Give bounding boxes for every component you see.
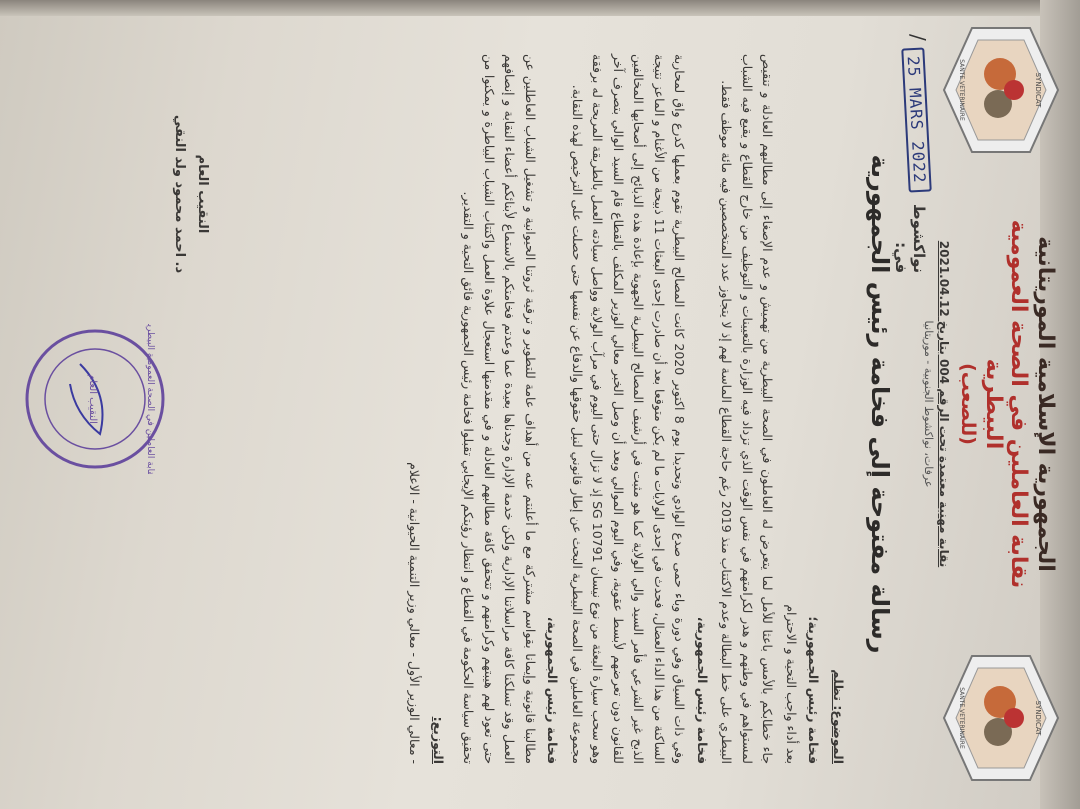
signatory-role: النقيب العام — [195, 154, 210, 234]
registration-line: نقابة مهنية معتمدة تحت الرقم 004 بتاريخ 2021.04.12 — [937, 240, 951, 568]
address-line: عرفات، نواكشوط الجنوبية - موريتانيا — [922, 320, 935, 488]
paragraph-2: جاء خطابكم بالأمس باعثا للأمل لما يتعرض له العاملون في الصحة البيطرية من تهميش و عدم الإصغاء إلى مطالبهم العادلة و تنقيص لمستواهم في وطنهم و هدر لكرامتهم في نفس الوقت الذي تزداد فيه الوزارة بالتعيينات و التوظيف من خارج القطاع و يقبع فيه الشباب البيطري على خط البطالة وعدم الاكتتاب منذ 2019 رغم حاجة القطاع الماسة لهم إذ لا يتجاوز عدد المتخصصين فيه مائة موظف فقط. — [719, 54, 776, 764]
signatory-name: د. احمد محمود ولد النقي — [172, 114, 187, 274]
logo-top-text-2: SYNDICAT — [1034, 700, 1042, 736]
distribution-label: التوزيع: — [431, 716, 446, 764]
logo-bottom-text: SANTE VETERINAIRE — [958, 59, 965, 121]
letter-body — [401, 54, 848, 764]
union-logo-left — [942, 652, 1060, 784]
paragraph-4: مطالبنا قانونية وإيمانا بقواسم مشتركة مع ما أعلنتم عنه من أهداف عامة للتطوير و ترقية ثروتنا الحيوانية و تشغيل الشباب العاطلين عن العمل وقد تسلكنا كافة مراسلاتنا الإدارية ولكن خدمة الإدارة وجدناها بعيدة عما وعدتم فخامتكم بالاستماع لأبنائكم أعضاء النقابة و إنصافهم حتى تعود لهم هيبتهم وكرامتهم و تتحقق كافة مطالبهم العادلة و في مقدمتها استعجال علاوة العمل واكتتاب الشباب البياطرة و يمكنوا من تحقيق سياسة الحكومة في القطاع و انتظار رؤيتكم الإيجابي تقبلوا فخامة رئيس الجمهورية فائق التحية و التقدير. — [461, 54, 538, 764]
logo-bottom-text-2: SANTE VETERINAIRE — [958, 687, 965, 749]
subject-line: الموضوع: تظلم — [831, 669, 846, 764]
union-name: نقابة العاملين في الصحة العمومية البيطرية — [981, 219, 1031, 589]
letterhead — [922, 174, 1058, 634]
date-line — [892, 34, 930, 274]
country-name: الجمهورية الإسلامية الموريتانية — [1033, 236, 1058, 572]
salutation-3: فخامة رئيس الجمهورية، — [545, 616, 561, 764]
logo-top-text: SYNDICAT — [1034, 72, 1042, 108]
seal-outer-text: نقابة العاملين في الصحة العمومية البيطرية — [145, 324, 155, 474]
letter-title: رسالة مفتوحة إلى فخامة رئيس الجمهورية — [866, 154, 894, 654]
date-label: نواكشوط في: — [892, 204, 928, 274]
letter-page — [10, 4, 1070, 804]
paragraph-1: بعد أداء واجب التحية و الاحترام — [784, 604, 799, 764]
distribution-list: - معالي الوزير الأول - معالي وزير التنمية الحيوانية - الاعلام — [407, 462, 423, 764]
signature-block — [172, 44, 210, 344]
union-logo-right — [942, 24, 1060, 156]
date-slash: / — [906, 34, 930, 41]
salutation-1: فخامة رئيس الجمهورية؛ — [806, 616, 822, 764]
union-seal — [20, 324, 170, 474]
paragraph-3: وفي ذات السياق وفي دورة وباء حمى صدع الوادي وتحديدا يوم 8 اكتوبر 2020 كانت المصالح البيطرية تقوم بعملها كدرع واق لمحاربة الساكنة من هذا الداء العضال، فحدث في إحدى الولايات ما لم يكن متوقعا بعد أن صادرت إحدى البعثات 11 ذبيحة من الأغنام و الماعز نتيجة الذبح غير الشرعي فأمر السيد والي الولاية كما هو مثبت في أرشيف المصالح البيطرية الجهوية بإعادة هذه الذبائح إلى أصحابها المخالفين للقانون دون تعرضهم لأبسط عقوبة، وفي اليوم الموالي وبعد أن وصل الخبر معالي الوزير المكلف بالقطاع قام السيد الوالي بتصرف آخر وهو سحب سيارة البعثة من نوع نيسان SG 10791 إذ لا تزال حتى اليوم في مرآب الولاية وواصل سيادته العمل بالطريقة المريحة له برفقة مجموعة العاملين في الصحة البيطرية البحث عن إطار قانوني لنيل حقوقها والدفاع عن نفسها حتى حصلت على الترخيص لهذه النقابة. — [570, 54, 688, 765]
salutation-2: فخامة رئيس الجمهورية، — [695, 616, 710, 764]
date-stamp: 25 MARS 2022 — [901, 47, 931, 192]
union-acronym: (للصعب) — [957, 363, 979, 445]
seal-inner-text: النقيب العام — [87, 374, 98, 424]
